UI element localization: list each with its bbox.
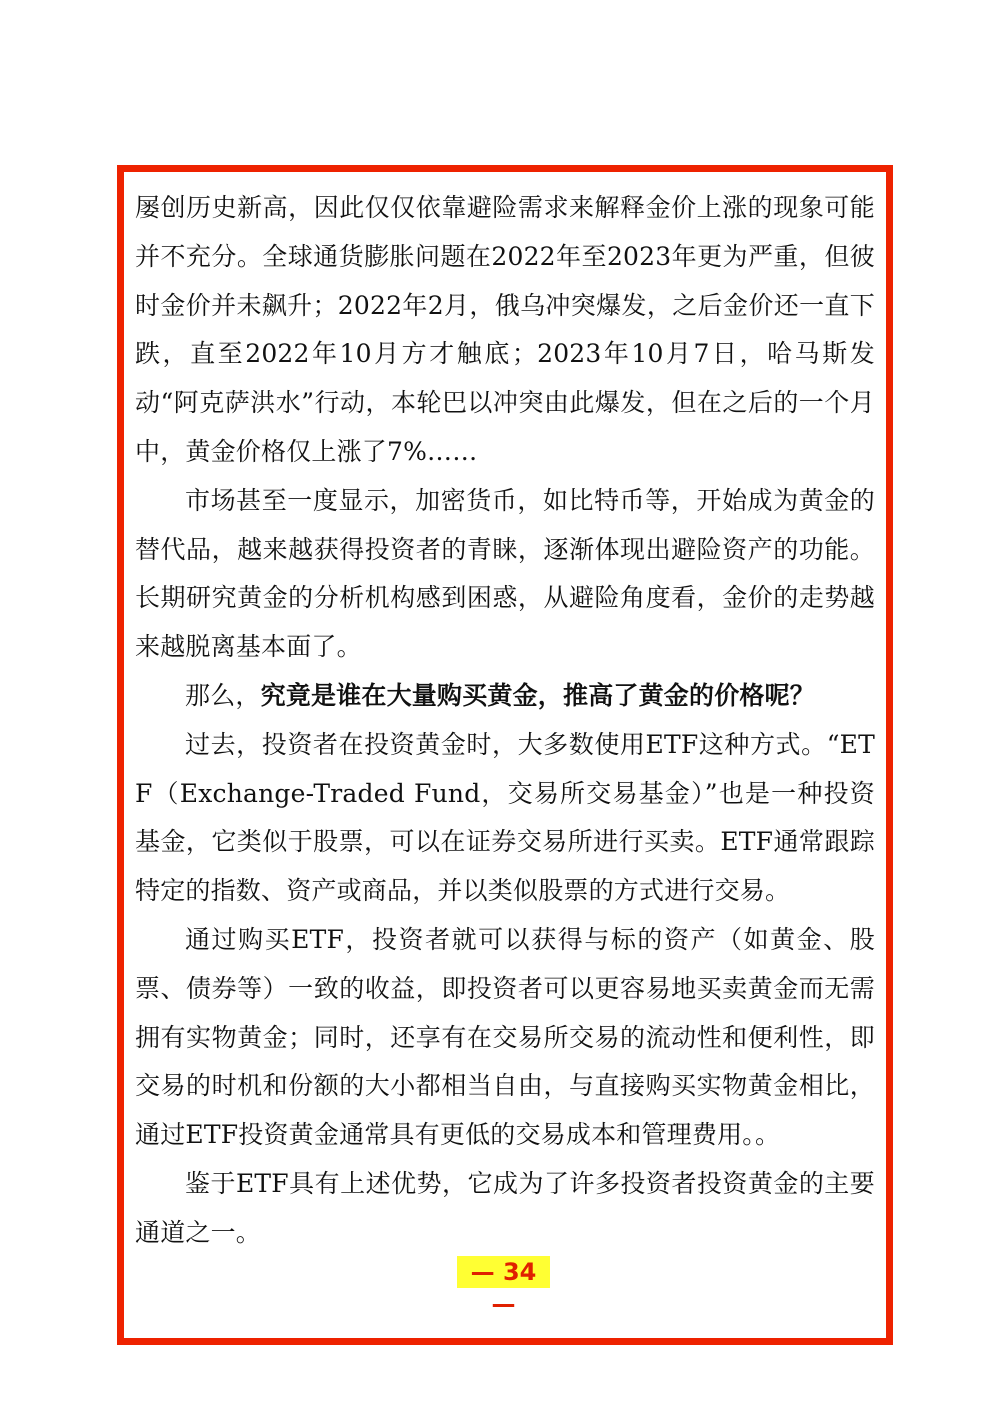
paragraph-6: 鉴于ETF具有上述优势，它成为了许多投资者投资黄金的主要通道之一。 xyxy=(135,1168,875,1247)
page-number: — 34 — xyxy=(457,1256,550,1288)
paragraph-5: 通过购买ETF，投资者就可以获得与标的资产（如黄金、股票、债券等）一致的收益，即投资者可以更容易地买卖黄金而无需拥有实物黄金；同时，还享有在交易所交易的流动性和便利性，即交易的时机和份额的大小都相当自由，与直接购买实物黄金相比，通过ETF投资黄金通常具有更低的交易成本和管理费用。。 xyxy=(135,924,875,1150)
paragraph-3-question: 究竟是谁在大量购买黄金，推高了黄金的价格呢？ xyxy=(260,680,816,710)
paragraph-1: 屡创历史新高，因此仅仅依靠避险需求来解释金价上涨的现象可能并不充分。全球通货膨胀问题在2022年至2023年更为严重，但彼时金价并未飙升；2022年2月，俄乌冲突爆发，之后金价还一直下跌，直至2022年10月方才触底；2023年10月7日，哈马斯发动“阿克萨洪水”行动，本轮巴以冲突由此爆发，但在之后的一个月中，黄金价格仅上涨了7%…… xyxy=(135,193,875,466)
paragraph-3 xyxy=(135,672,875,721)
body-text xyxy=(135,184,875,1258)
paragraph-4: 过去，投资者在投资黄金时，大多数使用ETF这种方式。“ETF（Exchange-Traded Fund，交易所交易基金）”也是一种投资基金，它类似于股票，可以在证券交易所进行买卖。ETF通常跟踪特定的指数、资产或商品，并以类似股票的方式进行交易。 xyxy=(135,729,875,906)
page-frame xyxy=(117,165,893,1345)
paragraph-3-prefix: 那么， xyxy=(185,680,261,710)
paragraph-2: 市场甚至一度显示，加密货币，如比特币等，开始成为黄金的替代品，越来越获得投资者的青睐，逐渐体现出避险资产的功能。长期研究黄金的分析机构感到困惑，从避险角度看，金价的走势越来越脱离基本面了。 xyxy=(135,485,875,662)
